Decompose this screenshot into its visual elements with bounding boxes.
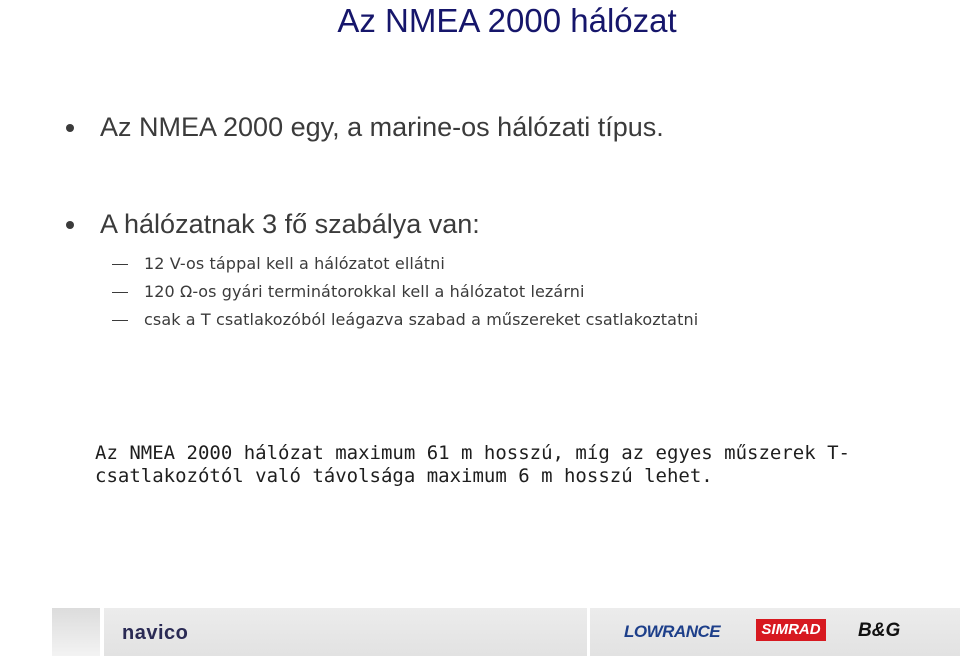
dash-marker xyxy=(112,264,128,265)
bullet-dot xyxy=(66,124,74,132)
lowrance-logo: LOWRANCE xyxy=(624,622,721,641)
rule-item xyxy=(112,310,698,329)
note-line-2: csatlakozótól való távolsága maximum 6 m hosszú lehet. xyxy=(95,465,713,487)
slide-title: Az NMEA 2000 hálózat xyxy=(337,2,677,39)
bg-logo: B&G xyxy=(858,620,901,641)
dash-marker xyxy=(112,320,128,321)
network-length-note xyxy=(95,442,875,488)
footer-divider xyxy=(587,608,590,656)
note-line-1: Az NMEA 2000 hálózat maximum 61 m hosszú, míg az egyes műszerek T- xyxy=(95,442,850,464)
footer-left-block xyxy=(52,608,100,656)
bullet-rules-text: A hálózatnak 3 fő szabálya van: xyxy=(100,209,480,239)
rule-text: 120 Ω-os gyári terminátorokkal kell a hálózatot lezárni xyxy=(144,282,585,301)
bullet-intro xyxy=(70,112,664,143)
navico-logo: navico xyxy=(122,622,189,644)
simrad-logo: SIMRAD xyxy=(756,619,826,641)
dash-marker xyxy=(112,292,128,293)
bullet-rules xyxy=(70,209,480,240)
rule-item xyxy=(112,282,585,301)
rule-text: 12 V-os táppal kell a hálózatot ellátni xyxy=(144,254,445,273)
footer-bar xyxy=(52,608,960,656)
bullet-dot xyxy=(66,221,74,229)
footer-gap xyxy=(100,608,104,656)
bullet-intro-text: Az NMEA 2000 egy, a marine-os hálózati típus. xyxy=(100,112,664,142)
rule-item xyxy=(112,254,445,273)
rule-text: csak a T csatlakozóból leágazva szabad a műszereket csatlakoztatni xyxy=(144,310,699,329)
